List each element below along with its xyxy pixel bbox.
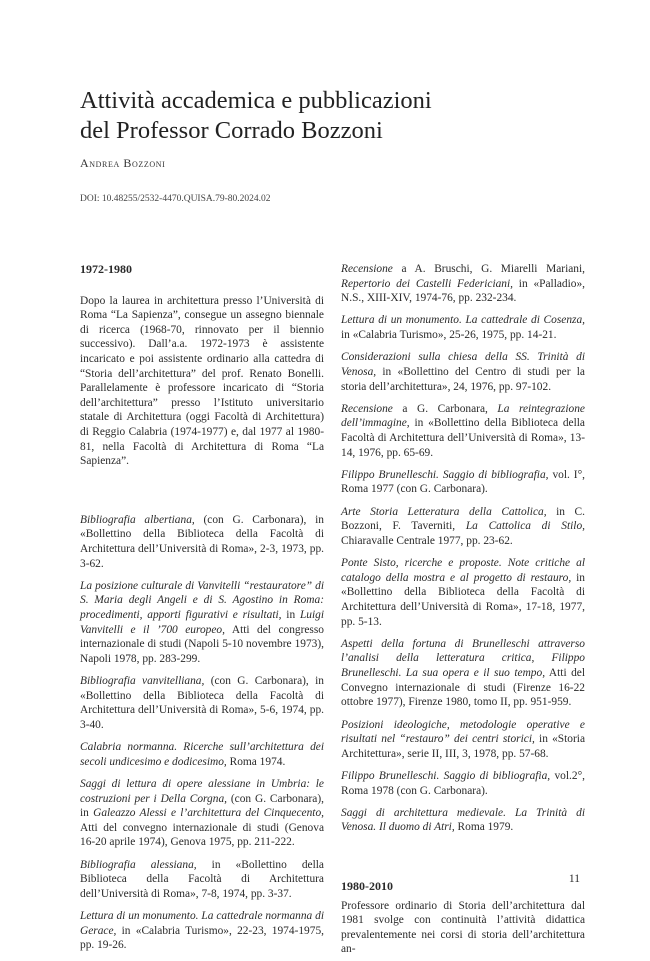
bibliography-entry: Arte Storia Letteratura della Cattolica, in C. Bozzoni, F. Taverniti, La Cattolica di Stilo, Chiaravalle Centrale 1977, pp. 23-62. <box>341 505 585 547</box>
page-title-line-2: del Professor Corrado Bozzoni <box>80 117 383 144</box>
doi-line: DOI: 10.48255/2532-4470.QUISA.79-80.2024.02 <box>80 194 271 204</box>
bibliography-entry: Recensione a A. Bruschi, G. Miarelli Mariani, Repertorio dei Castelli Federiciani, in «Palladio», N.S., XIII-XIV, 1974-76, pp. 232-234. <box>341 263 586 305</box>
left-column <box>80 262 324 961</box>
bibliography-entry: Calabria normanna. Ricerche sull’architettura dei secoli undicesimo e dodicesimo, Roma 1974. <box>80 741 324 768</box>
page-title-line-1: Attività accademica e pubblicazioni <box>80 87 432 114</box>
section-intro-paragraph: Professore ordinario di Storia dell’architettura dal 1981 svolge con continuità l’attività didattica prevalentemente nei corsi di storia dell’architettura an- <box>341 899 585 956</box>
bibliography-entry: Ponte Sisto, ricerche e proposte. Note critiche al catalogo della mostra e al progetto di restauro, in «Bollettino della Biblioteca della Facoltà di Architettura dell’Università di Roma», 17-18, 1977, pp. 5-13. <box>341 557 585 628</box>
page-number: 11 <box>568 873 580 885</box>
bibliography-entry: Considerazioni sulla chiesa della SS. Trinità di Venosa, in «Bollettino del Centro di studi per la storia dell’architettura», 24, 1976, pp. 97-102. <box>341 351 585 393</box>
bibliography-entry: Lettura di un monumento. La cattedrale di Cosenza, in «Calabria Turismo», 25-26, 1975, pp. 14-21. <box>341 314 585 342</box>
bibliography-entry: Saggi di lettura di opere alessiane in Umbria: le costruzioni per i Della Corgna, (con G. Carbonara), in Galeazzo Alessi e l’architettura del Cinquecento, Atti del convegno internazionale di studi (Genova 16-20 aprile 1974), Genova 1975, pp. 211-222. <box>80 777 324 849</box>
author-name: Andrea Bozzoni <box>80 156 166 170</box>
right-column <box>341 262 585 957</box>
bibliography-entry: Filippo Brunelleschi. Saggio di bibliografia, vol.2°, Roma 1978 (con G. Carbonara). <box>341 770 585 797</box>
bibliography-entry: La posizione culturale di Vanvitelli “restauratore” di S. Maria degli Angeli e di S. Agostino in Roma: procedimenti, apporti figurativi e risultati, in Luigi Vanvitelli e il ’700 europeo, Atti del congresso internazionale di studi (Napoli 5-10 novembre 1973), Napoli 1978, pp. 283-299. <box>80 579 324 665</box>
section-intro-paragraph: Dopo la laurea in architettura presso l’Università di Roma “La Sapienza”, consegue un assegno biennale di ricerca (1968-70, rinnovato per il biennio successivo). Dall’a.a. 1972-1973 è assistente incaricato e poi assistente ordinario alla cattedra di “Storia dell’architettura” del prof. Renato Bonelli. Parallelamente è professore incaricato di “Storia dell’architettura” presso l’Istituto universitario statale di Architettura (oggi Facoltà di Architettura) di Reggio Calabria (1974-1977) e, dal 1977 al 1980-81, nella Facoltà di Architettura di Roma “La Sapienza”. <box>80 294 324 468</box>
section-heading-1980-2010: 1980-2010 <box>341 879 393 894</box>
section-heading-1972-1980: 1972-1980 <box>80 262 132 276</box>
bibliography-entry: Bibliografia albertiana, (con G. Carbonara), in «Bollettino della Biblioteca della Facoltà di Architettura dell’Università di Roma», 2-3, 1973, pp. 3-62. <box>80 513 324 570</box>
bibliography-entry: Saggi di architettura medievale. La Trinità di Venosa. Il duomo di Atri, Roma 1979. <box>341 806 585 834</box>
bibliography-entry: Recensione a G. Carbonara, La reintegrazione dell’immagine, in «Bollettino della Biblioteca della Facoltà di Architettura dell’Università di Roma», 13-14, 1976, pp. 65-69. <box>341 402 585 459</box>
bibliography-entry: Filippo Brunelleschi. Saggio di bibliografia, vol. I°, Roma 1977 (con G. Carbonara). <box>341 468 586 496</box>
page-title <box>80 86 540 146</box>
bibliography-entry: Posizioni ideologiche, metodologie operative e risultati nel “restauro” dei centri storici, in «Storia Architettura», serie II, III, 3, 1978, pp. 57-68. <box>341 718 585 760</box>
bibliography-entry: Bibliografia alessiana, in «Bollettino della Biblioteca della Facoltà di Architettura dell’Università di Roma», 7-8, 1974, pp. 3-37. <box>80 858 324 900</box>
bibliography-entry: Bibliografia vanvitelliana, (con G. Carbonara), in «Bollettino della Biblioteca della Facoltà di Architettura dell’Università di Roma», 5-6, 1974, pp. 3-40. <box>80 675 324 731</box>
bibliography-entry: Lettura di un monumento. La cattedrale normanna di Gerace, in «Calabria Turismo», 22-23, 1974-1975, pp. 19-26. <box>80 910 324 952</box>
bibliography-entry: Aspetti della fortuna di Brunelleschi attraverso l’analisi della letteratura critica, Filippo Brunelleschi. La sua opera e il suo tempo, Atti del Convegno internazionale di studi (Firenze 16-22 ottobre 1977), Firenze 1980, tomo II, pp. 951-959. <box>341 637 585 709</box>
